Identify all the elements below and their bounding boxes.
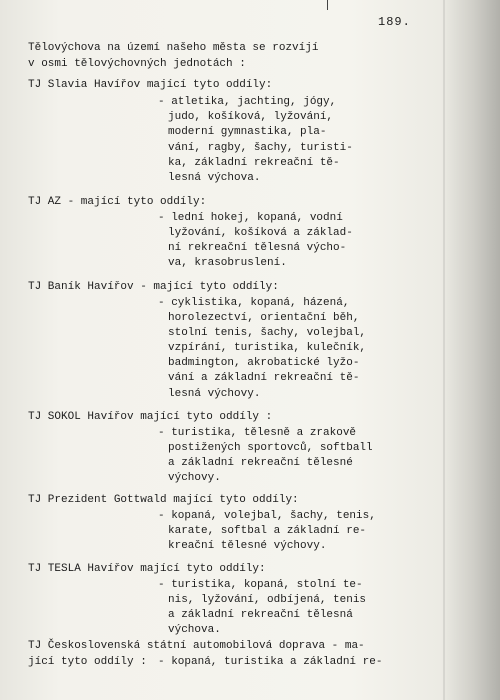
line-31: kreační tělesné výchovy. [168,540,327,552]
line-38: jící tyto oddíly : [28,656,147,668]
line-1: Tělovýchova na území našeho města se rozvíjí [28,42,319,54]
line-22: lesná výchovy. [168,388,261,400]
line-9: lesná výchova. [168,172,261,184]
line-33: - turistika, kopaná, stolní te- [158,579,363,591]
line-5: judo, košíková, lyžování, [168,111,334,123]
line-10: TJ AZ - mající tyto oddíly: [28,196,207,208]
line-21: vání a základní rekreační tě- [168,372,360,384]
line-18: stolní tenis, šachy, volejbal, [168,327,367,339]
line-2: v osmi tělovýchovných jednotách : [28,58,246,70]
page-fold-line [443,0,445,700]
line-27: výchovy. [168,472,221,484]
line-15: TJ Baník Havířov - mající tyto oddíly: [28,281,279,293]
line-3: TJ Slavia Havířov mající tyto oddíly: [28,79,273,91]
line-34: nis, lyžování, odbíjená, tenis [168,594,367,606]
line-4: - atletika, jachting, jógy, [158,96,337,108]
line-39: - kopaná, turistika a základní re- [158,656,383,668]
line-32: TJ TESLA Havířov mající tyto oddíly: [28,563,266,575]
line-35: a základní rekreační tělesná [168,609,353,621]
top-edge-mark [327,0,328,10]
line-12: lyžování, košíková a základ- [168,227,353,239]
line-26: a základní rekreační tělesné [168,457,353,469]
line-29: - kopaná, volejbal, šachy, tenis, [158,510,376,522]
page-edge-shadow [442,0,500,700]
line-24: - turistika, tělesně a zrakově [158,427,357,439]
line-28: TJ Prezident Gottwald mající tyto oddíly: [28,494,299,506]
line-6: moderní gymnastika, pla- [168,126,327,138]
page-number: 189. [378,15,411,29]
line-20: badmington, akrobatické lyžo- [168,357,360,369]
line-16: - cyklistika, kopaná, házená, [158,297,350,309]
line-8: ka, základní rekreační tě- [168,157,340,169]
line-7: vání, ragby, šachy, turisti- [168,142,353,154]
line-11: - lední hokej, kopaná, vodní [158,212,343,224]
line-14: va, krasobruslení. [168,257,287,269]
line-25: postižených sportovců, softball [168,442,373,454]
line-19: vzpírání, turistika, kulečník, [168,342,367,354]
line-37: TJ Československá státní automobilová doprava - ma- [28,640,365,652]
line-23: TJ SOKOL Havířov mající tyto oddíly : [28,411,273,423]
line-30: karate, softbal a základní re- [168,525,367,537]
line-17: horolezectví, orientační běh, [168,312,360,324]
line-13: ní rekreační tělesná výcho- [168,242,347,254]
line-36: výchova. [168,624,221,636]
